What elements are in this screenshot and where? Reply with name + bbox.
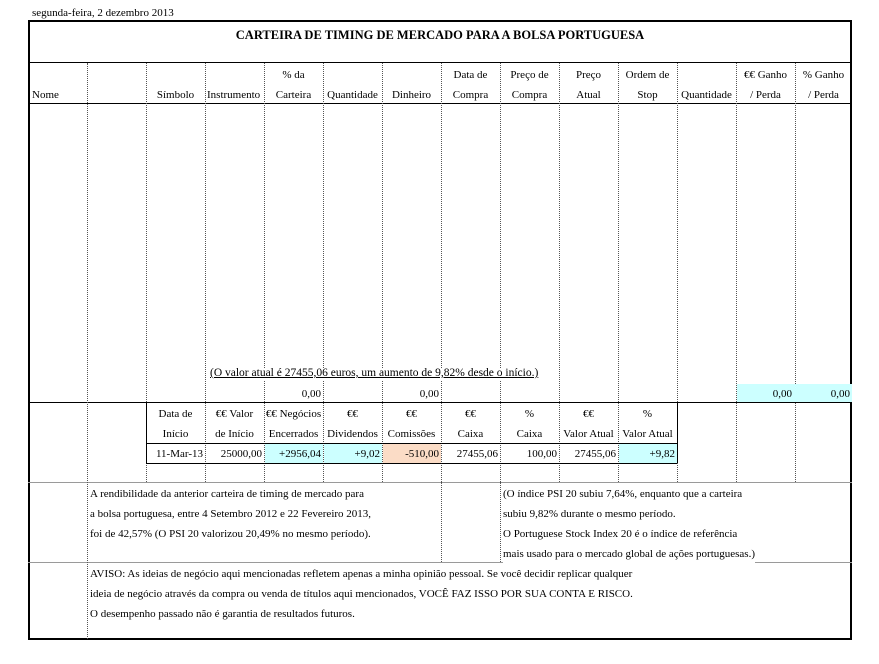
col-header-instrumento: Instrumento [207, 90, 261, 101]
summary-current-pct: +9,82 [649, 448, 675, 460]
col-header-ganho-eur-l1: €€ Ganho [743, 69, 788, 81]
disclaimer-line: O desempenho passado não é garantia de resultados futuros. [90, 608, 355, 620]
total-gain-pct: 0,00 [830, 388, 850, 400]
col-header-quantidade: Quantidade [327, 89, 378, 101]
summary-bottom-border [146, 463, 677, 464]
disclaimer-line: ideia de negócio através da compra ou venda de títulos aqui mencionados, VOCÊ FAZ ISSO POR SUA CONTA E RISCO. [90, 588, 633, 600]
col-header-ganho-pct-l1: % Ganho [802, 69, 845, 81]
summary-header-cash-l1: €€ [465, 408, 476, 420]
totals-divider [28, 402, 852, 403]
summary-header-start-value-l1: €€ Valor [215, 408, 254, 420]
summary-header-divider [146, 443, 677, 444]
col-header-preco-compra-l1: Preço de [510, 69, 549, 81]
summary-closed-trades: +2956,04 [279, 448, 321, 460]
col-header-quantidade-2: Quantidade [681, 89, 732, 101]
col-header-ganho-eur-l2: / Perda [750, 89, 781, 101]
previous-performance-note [90, 484, 371, 544]
summary-header-current-pct-l2: Valor Atual [622, 428, 673, 440]
summary-commissions: -510,00 [405, 448, 439, 460]
col-separator [441, 482, 442, 562]
col-header-nome: Nome [32, 89, 59, 101]
psi20-note-line: mais usado para o mercado global de ações portuguesas.) [503, 548, 755, 560]
col-header-dinheiro: Dinheiro [391, 89, 432, 101]
col-separator [87, 63, 88, 639]
summary-current-value: 27455,06 [574, 448, 616, 460]
summary-dividends: +9,02 [354, 448, 380, 460]
summary-header-cash-pct-l2: Caixa [516, 428, 543, 440]
summary-header-dividends-l1: €€ [347, 408, 358, 420]
summary-header-closed-trades-l1: €€ Negócios [265, 408, 322, 420]
current-value-note: (O valor atual é 27455,06 euros, um aumento de 9,82% desde o início.) [210, 367, 539, 379]
summary-header-cash-l2: Caixa [457, 428, 484, 440]
col-header-ganho-pct-l2: / Perda [808, 89, 839, 101]
previous-performance-line: a bolsa portuguesa, entre 4 Setembro 2012 e 22 Fevereiro 2013, [90, 508, 372, 520]
col-header-data-compra-l1: Data de [453, 69, 488, 81]
col-header-carteira-l2: Carteira [275, 89, 312, 101]
header-divider [28, 103, 852, 104]
col-header-stop-l1: Ordem de [625, 69, 670, 81]
summary-cash-pct: 100,00 [526, 448, 557, 460]
col-header-preco-atual-l1: Preço [575, 69, 602, 81]
summary-header-closed-trades-l2: Encerrados [268, 428, 319, 440]
summary-divider [28, 482, 852, 483]
summary-start-value: 25000,00 [220, 448, 262, 460]
psi20-note [503, 484, 755, 564]
disclaimer [90, 564, 633, 624]
previous-performance-line: A rendibilidade da anterior carteira de timing de mercado para [90, 488, 364, 500]
total-percent: 0,00 [301, 388, 321, 400]
col-separator [736, 63, 737, 482]
summary-start-date: 11-Mar-13 [155, 448, 203, 460]
title-divider [28, 62, 852, 63]
summary-header-start-value-l2: de Início [215, 428, 254, 440]
total-cash: 0,00 [419, 388, 439, 400]
summary-header-current-pct-l1: % [642, 408, 653, 420]
summary-header-commissions-l2: Comissões [387, 428, 436, 440]
disclaimer-line: AVISO: As ideias de negócio aqui mencionadas refletem apenas a minha opinião pessoal. Se você decidir replicar qualquer [90, 568, 633, 580]
psi20-note-line: O Portuguese Stock Index 20 é o índice de referência [503, 528, 738, 540]
summary-header-start-date-l2: Início [162, 428, 189, 440]
summary-header-dividends-l2: Dividendos [327, 428, 378, 440]
col-separator [500, 482, 501, 562]
date-label: segunda-feira, 2 dezembro 2013 [32, 7, 174, 19]
col-separator [795, 63, 796, 482]
col-header-carteira-l1: % da [282, 69, 305, 81]
col-header-simbolo: Símbolo [156, 89, 195, 101]
summary-header-current-value-l1: €€ [583, 408, 594, 420]
psi20-note-line: (O índice PSI 20 subiu 7,64%, enquanto que a carteira [503, 488, 743, 500]
summary-border-right [677, 402, 678, 463]
previous-performance-line: foi de 42,57% (O PSI 20 valorizou 20,49% no mesmo período). [90, 528, 371, 540]
psi20-note-line: subiu 9,82% durante o mesmo período. [503, 508, 676, 520]
summary-header-cash-pct-l1: % [524, 408, 535, 420]
col-header-stop-l2: Stop [637, 89, 658, 101]
col-header-preco-atual-l2: Atual [576, 89, 601, 101]
page-title: CARTEIRA DE TIMING DE MERCADO PARA A BOLSA PORTUGUESA [235, 28, 645, 42]
summary-header-current-value-l2: Valor Atual [563, 428, 614, 440]
summary-header-start-date-l1: Data de [158, 408, 193, 420]
total-gain-eur: 0,00 [772, 388, 792, 400]
col-header-preco-compra-l2: Compra [511, 89, 548, 101]
summary-header-commissions-l1: €€ [406, 408, 417, 420]
summary-cash: 27455,06 [456, 448, 498, 460]
col-header-data-compra-l2: Compra [452, 89, 489, 101]
